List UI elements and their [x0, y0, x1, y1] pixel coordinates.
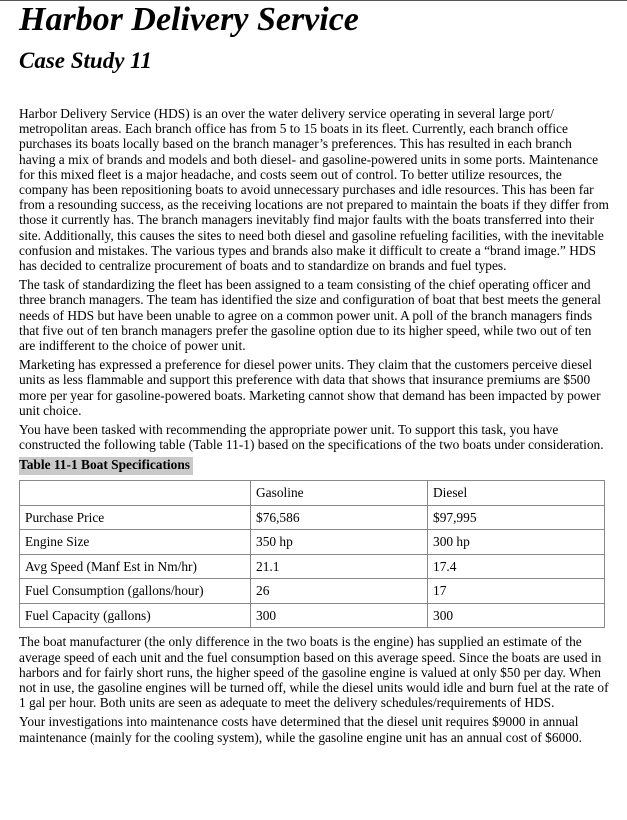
row-label: Engine Size	[20, 530, 251, 555]
paragraph: Harbor Delivery Service (HDS) is an over the water delivery service operating in several large port/ metropolitan areas. Each branch office has from 5 to 15 boats in its fleet. Currently, each branch office purchases its boats locally based on the branch manager’s preferences. This has resulted in each branch having a mix of brands and models and both diesel- and gasoline-powered units in some ports. Maintenance for this mixed fleet is a major headache, and costs seem out of control. To better utilize resources, the company has been repositioning boats to avoid unnecessary purchases and idle resources. This has been far from a resounding success, as the receiving locations are not prepared to maintain the boats if they differ from those it currently has. The branch managers inevitably find major faults with the boats transferred into their site. Additionally, this causes the sites to need both diesel and gasoline refueling facilities, with the inevitable confusion and mistakes. The various types and brands also make it difficult to create a “brand image.” HDS has decided to centralize procurement of boats and to standardize on brands and fuel types.	[19, 106, 609, 274]
document-body	[19, 106, 609, 749]
header-cell: Diesel	[428, 481, 605, 506]
gasoline-cell: 350 hp	[251, 530, 428, 555]
paragraph: The boat manufacturer (the only difference in the two boats is the engine) has supplied an estimate of the average speed of each unit and the fuel consumption based on this average speed. Since the boats are used in harbors and for fairly short runs, the higher speed of the gasoline engine is valued at only $50 per day. When not in use, the gasoline engines will be turned off, while the diesel units would idle and burn fuel at the rate of 1 gal per hour. Both units are seen as adequate to meet the delivery schedules/requirements of HDS.	[19, 634, 609, 711]
gasoline-cell: $76,586	[251, 505, 428, 530]
diesel-cell: 17	[428, 579, 605, 604]
paragraph: The task of standardizing the fleet has been assigned to a team consisting of the chief operating officer and three branch managers. The team has identified the size and configuration of boat that best meets the general needs of HDS but have been unable to agree on a common power unit. A poll of the branch managers finds that five out of ten branch managers prefer the gasoline option due to its higher speed, while two out of ten are indifferent to the choice of power unit.	[19, 277, 602, 354]
paragraph: You have been tasked with recommending the appropriate power unit. To support this task, you have constructed the following table (Table 11-1) based on the specifications of the two boats under consideration.	[19, 422, 604, 453]
table-row	[20, 505, 605, 530]
table-row	[20, 530, 605, 555]
table-row	[20, 603, 605, 628]
row-label: Fuel Capacity (gallons)	[20, 603, 251, 628]
diesel-cell: 17.4	[428, 554, 605, 579]
table-caption: Table 11-1 Boat Specifications	[19, 457, 193, 475]
header-cell: Gasoline	[251, 481, 428, 506]
table-header-row	[20, 481, 605, 506]
paragraph: Marketing has expressed a preference for diesel power units. They claim that the customers perceive diesel units as less flammable and support this preference with data that shows that insurance premiums are $500 more per year for gasoline-powered boats. Marketing cannot show that demand has been impacted by power unit choice.	[19, 357, 601, 418]
table-row	[20, 579, 605, 604]
row-label: Avg Speed (Manf Est in Nm/hr)	[20, 554, 251, 579]
header-cell	[20, 481, 251, 506]
diesel-cell: 300 hp	[428, 530, 605, 555]
paragraph: Your investigations into maintenance costs have determined that the diesel unit requires $9000 in annual maintenance (mainly for the cooling system), while the gasoline engine unit has an annual cost of $6000.	[19, 714, 583, 745]
diesel-cell: $97,995	[428, 505, 605, 530]
boat-specifications-table	[19, 480, 605, 628]
row-label: Fuel Consumption (gallons/hour)	[20, 579, 251, 604]
gasoline-cell: 21.1	[251, 554, 428, 579]
document-title: Harbor Delivery Service	[19, 1, 359, 38]
gasoline-cell: 300	[251, 603, 428, 628]
gasoline-cell: 26	[251, 579, 428, 604]
row-label: Purchase Price	[20, 505, 251, 530]
table-row	[20, 554, 605, 579]
document-subtitle: Case Study 11	[19, 48, 152, 73]
diesel-cell: 300	[428, 603, 605, 628]
